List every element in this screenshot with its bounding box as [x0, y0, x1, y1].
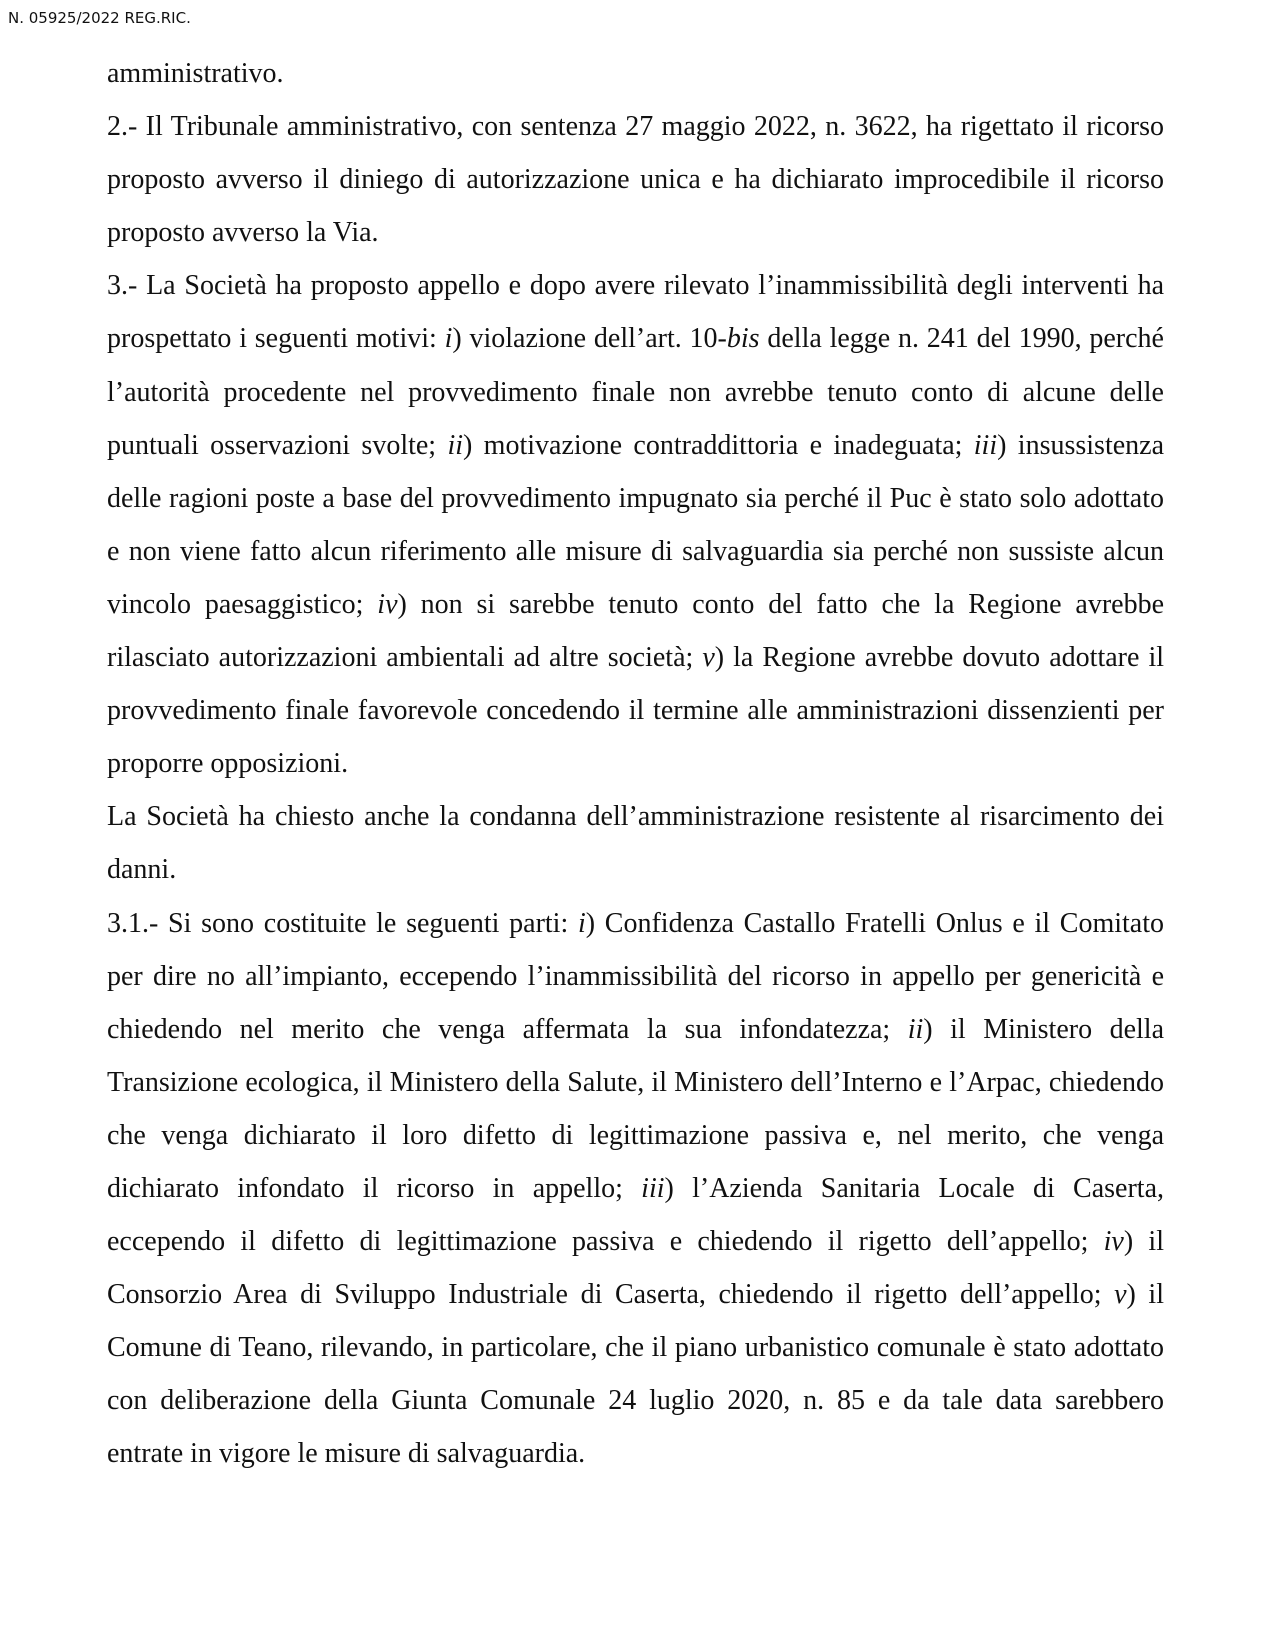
- list-marker-v: v: [1114, 1279, 1127, 1311]
- paragraph-3-1-text: 3.1.- Si sono costituite le seguenti parti:: [107, 907, 578, 939]
- case-reference-header: N. 05925/2022 REG.RIC.: [8, 9, 191, 27]
- paragraph-3-text: ) motivazione contraddittoria e inadeguata;: [463, 429, 974, 461]
- paragraph-continuation: amministrativo.: [107, 58, 284, 89]
- list-marker-ii: ii: [907, 1013, 924, 1045]
- list-marker-iv: iv: [377, 588, 398, 620]
- paragraph-3-1-text: ) il Consorzio Area di Sviluppo Industriale di Caserta, chiedendo il rigetto dell’appello;: [107, 1226, 1164, 1311]
- paragraph-2: 2.- Il Tribunale amministrativo, con sentenza 27 maggio 2022, n. 3622, ha rigettato il ricorso proposto avverso il diniego di autorizzazione unica e ha dichiarato improcedibile il ricorso proposto avverso la Via.: [107, 111, 1164, 249]
- list-marker-iii: iii: [641, 1172, 665, 1204]
- document-body: [107, 47, 1164, 1481]
- paragraph-3-text: ) la Regione avrebbe dovuto adottare il provvedimento finale favorevole concedendo il termine alle amministrazioni dissenzienti per proporre opposizioni.: [107, 642, 1165, 780]
- paragraph-3-1-text: ) l’Azienda Sanitaria Locale di Caserta, eccependo il difetto di legittimazione passiva e chiedendo il rigetto dell’appello;: [107, 1172, 1164, 1258]
- paragraph-3: [107, 259, 1164, 790]
- paragraph-3-1-text: ) Confidenza Castallo Fratelli Onlus e il Comitato per dire no all’impianto, eccependo l’inammissibilità del ricorso in appello per genericità e chiedendo nel merito che venga affermata la sua infondatezza;: [107, 907, 1165, 1045]
- paragraph-3-text: 3.- La Società ha proposto appello e dopo avere rilevato l’inammissibilità degli interventi ha prospettato i seguenti motivi:: [107, 270, 1164, 355]
- list-marker-v: v: [702, 642, 715, 674]
- list-marker-i: i: [577, 907, 586, 939]
- list-marker-iv: iv: [1103, 1226, 1124, 1258]
- paragraph-3-text: ) violazione dell’art. 10-: [452, 323, 727, 355]
- paragraph-3-text: ) non si sarebbe tenuto conto del fatto che la Regione avrebbe rilasciato autorizzazioni ambientali ad altre società;: [107, 588, 1164, 674]
- paragraph-3-text: ) insussistenza delle ragioni poste a base del provvedimento impugnato sia perché il Puc è stato solo adottato e non viene fatto alcun riferimento alle misure di salvaguardia sia perché non sussiste alcun vincolo paesaggistico;: [107, 429, 1165, 620]
- paragraph-3-text: della legge n. 241 del 1990, perché l’autorità procedente nel provvedimento finale non avrebbe tenuto conto di alcune delle puntuali osservazioni svolte;: [107, 323, 1164, 461]
- paragraph-3-damages: La Società ha chiesto anche la condanna dell’amministrazione resistente al risarcimento dei danni.: [107, 801, 1164, 886]
- list-marker-i: i: [444, 323, 453, 355]
- bis-term: bis: [726, 323, 760, 355]
- paragraph-3-1-text: ) il Comune di Teano, rilevando, in particolare, che il piano urbanistico comunale è stato adottato con deliberazione della Giunta Comunale 24 luglio 2020, n. 85 e da tale data sarebbero entrate in vigore le misure di salvaguardia.: [107, 1279, 1164, 1470]
- list-marker-iii: iii: [973, 429, 998, 461]
- paragraph-3-1: [107, 897, 1164, 1481]
- list-marker-ii: ii: [447, 429, 463, 461]
- paragraph-3-1-text: ) il Ministero della Transizione ecologica, il Ministero della Salute, il Ministero dell’Interno e l’Arpac, chiedendo che venga dichiarato il loro difetto di legittimazione passiva e, nel merito, che venga dichiarato infondato il ricorso in appello;: [107, 1013, 1165, 1204]
